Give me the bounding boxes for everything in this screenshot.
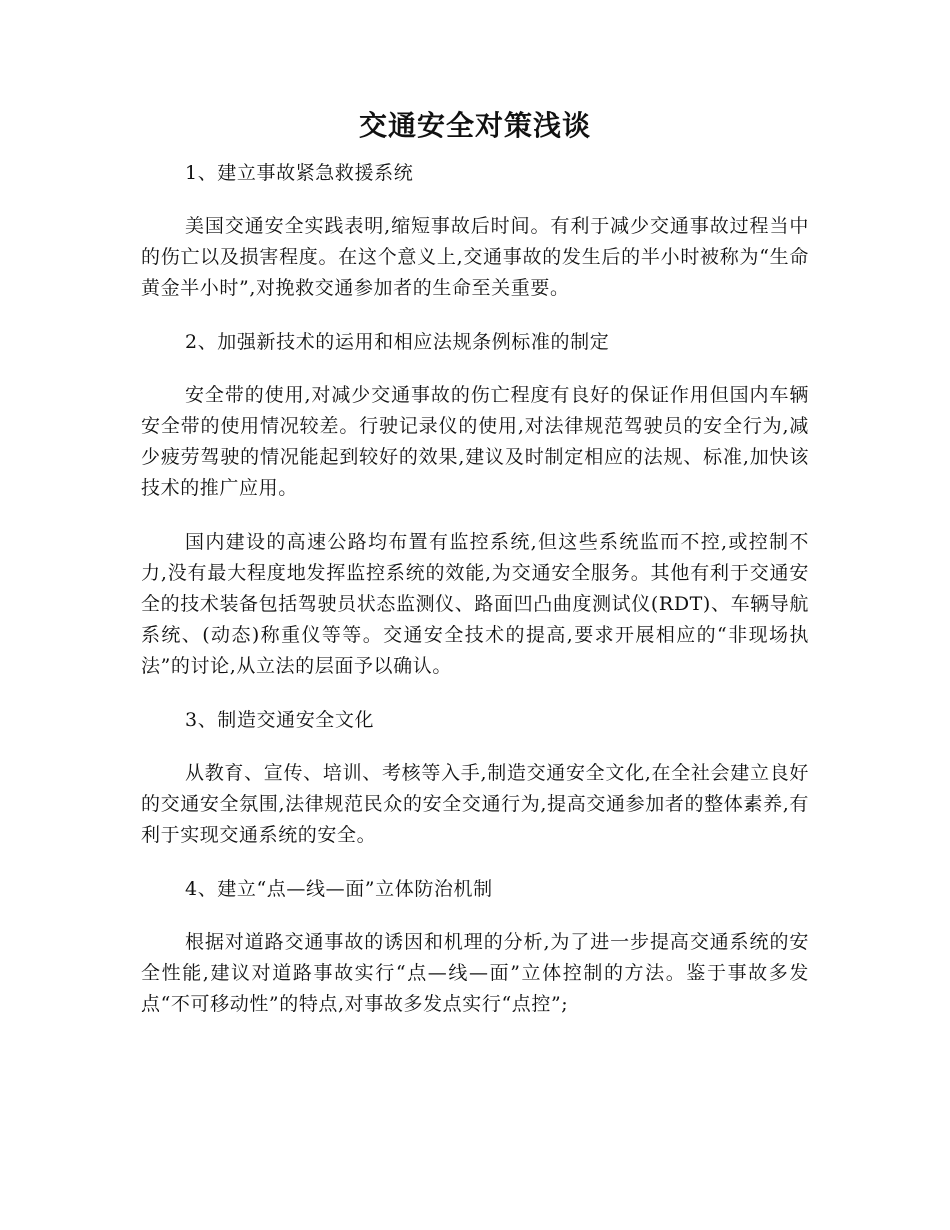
section-heading-2: 2、加强新技术的运用和相应法规条例标准的制定 <box>185 331 610 353</box>
section-heading-4: 4、建立“点—线—面”立体防治机制 <box>185 878 493 900</box>
section-2-paragraph-2: 国内建设的高速公路均布置有监控系统,但这些系统监而不控,或控制不力,没有最大程度地发挥监控系统的效能,为交通安全服务。其他有利于交通安全的技术装备包括驾驶员状态监测仪、路面凹凸曲度测试仪(RDT)、车辆导航系统、(动态)称重仪等等。交通安全技术的提高,要求开展相应的“非现场执法”的讨论,从立法的层面予以确认。 <box>141 531 809 677</box>
section-1-paragraph-1: 美国交通安全实践表明,缩短事故后时间。有利于减少交通事故过程当中的伤亡以及损害程度。在这个意义上,交通事故的发生后的半小时被称为“生命黄金半小时”,对挽救交通参加者的生命至关重要。 <box>141 215 809 299</box>
document-title: 交通安全对策浅谈 <box>358 109 591 142</box>
document-page <box>141 108 809 1043</box>
section-2-paragraph-1: 安全带的使用,对减少交通事故的伤亡程度有良好的保证作用但国内车辆安全带的使用情况较差。行驶记录仪的使用,对法律规范驾驶员的安全行为,减少疲劳驾驶的情况能起到较好的效果,建议及时制定相应的法规、标准,加快该技术的推广应用。 <box>141 384 809 499</box>
section-heading-3: 3、制造交通安全文化 <box>185 709 375 731</box>
section-3-paragraph-1: 从教育、宣传、培训、考核等入手,制造交通安全文化,在全社会建立良好的交通安全氛围,法律规范民众的安全交通行为,提高交通参加者的整体素养,有利于实现交通系统的安全。 <box>141 762 809 846</box>
section-4-paragraph-1: 根据对道路交通事故的诱因和机理的分析,为了进一步提高交通系统的安全性能,建议对道路事故实行“点—线—面”立体控制的方法。鉴于事故多发点“不可移动性”的特点,对事故多发点实行“点控”; <box>141 931 809 1015</box>
section-heading-1: 1、建立事故紧急救援系统 <box>185 162 414 184</box>
